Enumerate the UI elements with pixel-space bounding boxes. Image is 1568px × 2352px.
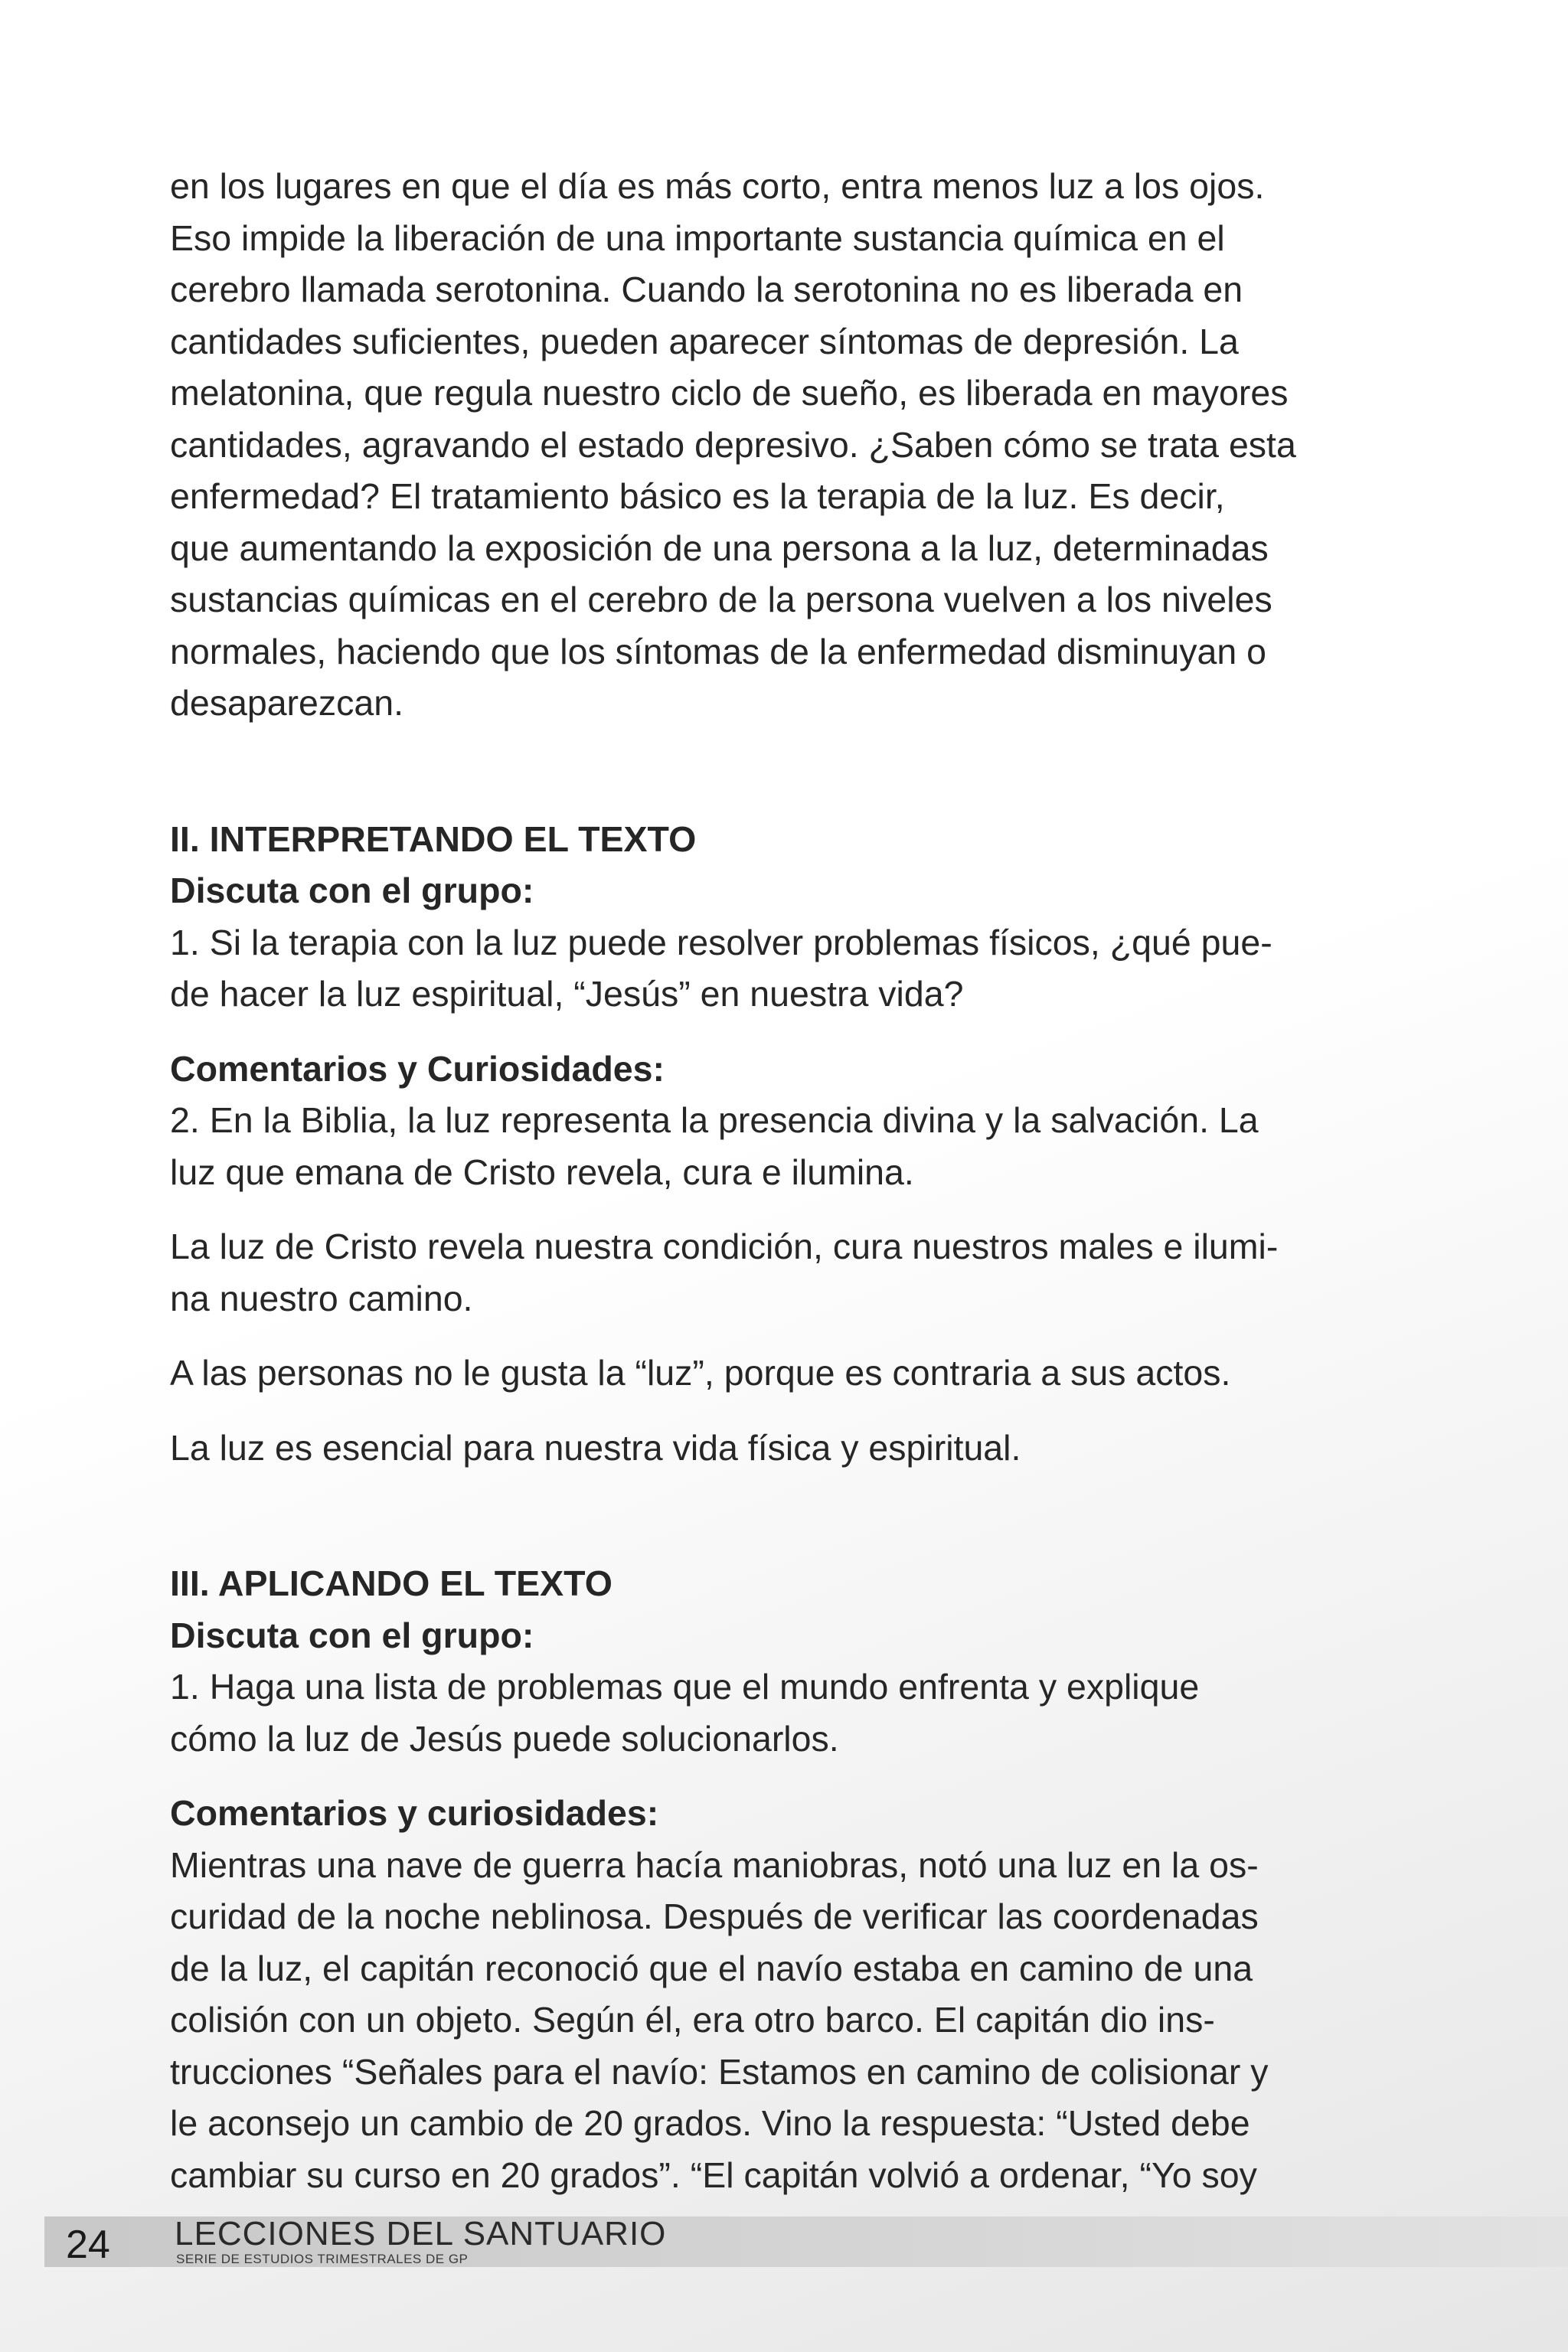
story-line: Mientras una nave de guerra hacía maniobras, notó una luz en la os- [170,1844,1259,1885]
story-line: trucciones “Señales para el navío: Estamos en camino de colisionar y [170,2051,1269,2092]
series-title: LECCIONES DEL SANTUARIO [175,2215,667,2252]
spacer [170,1198,1401,1221]
story-line: curidad de la noche neblinosa. Después de verificar las coordenadas [170,1896,1259,1936]
story-line: cambiar su curso en 20 grados”. “El capitán volvió a ordenar, “Yo soy [170,2154,1257,2195]
text-line: desaparezcan. [170,683,404,723]
text-line: normales, haciendo que los síntomas de la enfermedad disminuyan o [170,631,1267,671]
spacer [170,1325,1401,1348]
section-interpretando [170,814,1401,1475]
text-line: cerebro llamada serotonina. Cuando la serotonina no es liberada en [170,270,1243,309]
comment-line: luz que emana de Cristo revela, cura e ilumina. [170,1152,914,1192]
section-aplicando [170,1558,1401,2201]
spacer [170,730,1401,814]
text-line: Eso impide la liberación de una importante sustancia química en el [170,217,1225,258]
series-subtitle: SERIE DE ESTUDIOS TRIMESTRALES DE GP [176,2252,469,2266]
comment-line: La luz es esencial para nuestra vida física y espiritual. [170,1427,1021,1468]
text-line: que aumentando la exposición de una persona a la luz, determinadas [170,528,1269,568]
question-line: 1. Si la terapia con la luz puede resolver problemas físicos, ¿qué pue- [170,922,1272,962]
text-line: cantidades suficientes, pueden aparecer síntomas de depresión. La [170,321,1239,361]
text-line: cantidades, agravando el estado depresivo. ¿Saben cómo se trata esta [170,424,1296,465]
text-line: en los lugares en que el día es más corto, entra menos luz a los ojos. [170,166,1265,206]
spacer [170,1400,1401,1423]
question-line: cómo la luz de Jesús puede solucionarlos. [170,1718,839,1759]
text-line: sustancias químicas en el cerebro de la persona vuelven a los niveles [170,580,1272,619]
comments-heading: Comentarios y Curiosidades: [170,1048,665,1089]
page-content [170,161,1401,2201]
section-title: III. APLICANDO EL TEXTO [170,1563,612,1603]
story-line: le aconsejo un cambio de 20 grados. Vino la respuesta: “Usted debe [170,2103,1250,2143]
spacer [170,1765,1401,1788]
comment-line: A las personas no le gusta la “luz”, porque es contraria a sus actos. [170,1353,1231,1393]
question-line: de hacer la luz espiritual, “Jesús” en nuestra vida? [170,974,964,1014]
text-line: enfermedad? El tratamiento básico es la terapia de la luz. Es decir, [170,476,1225,516]
intro-paragraph [170,161,1401,730]
text-line: melatonina, que regula nuestro ciclo de sueño, es liberada en mayores [170,373,1289,413]
comment-line: La luz de Cristo revela nuestra condición, cura nuestros males e ilumi- [170,1227,1279,1266]
spacer [170,1474,1401,1558]
section-title: II. INTERPRETANDO EL TEXTO [170,818,697,859]
comment-line: 2. En la Biblia, la luz representa la presencia divina y la salvación. La [170,1100,1259,1140]
question-line: 1. Haga una lista de problemas que el mundo enfrenta y explique [170,1667,1200,1707]
story-line: colisión con un objeto. Según él, era otro barco. El capitán dio ins- [170,2000,1215,2040]
spacer [170,1021,1401,1044]
page-number: 24 [66,2223,110,2267]
comment-line: na nuestro camino. [170,1278,473,1318]
story-line: de la luz, el capitán reconoció que el navío estaba en camino de una [170,1948,1253,1988]
discuss-heading: Discuta con el grupo: [170,871,534,910]
discuss-heading: Discuta con el grupo: [170,1615,534,1655]
comments-heading: Comentarios y curiosidades: [170,1793,659,1833]
